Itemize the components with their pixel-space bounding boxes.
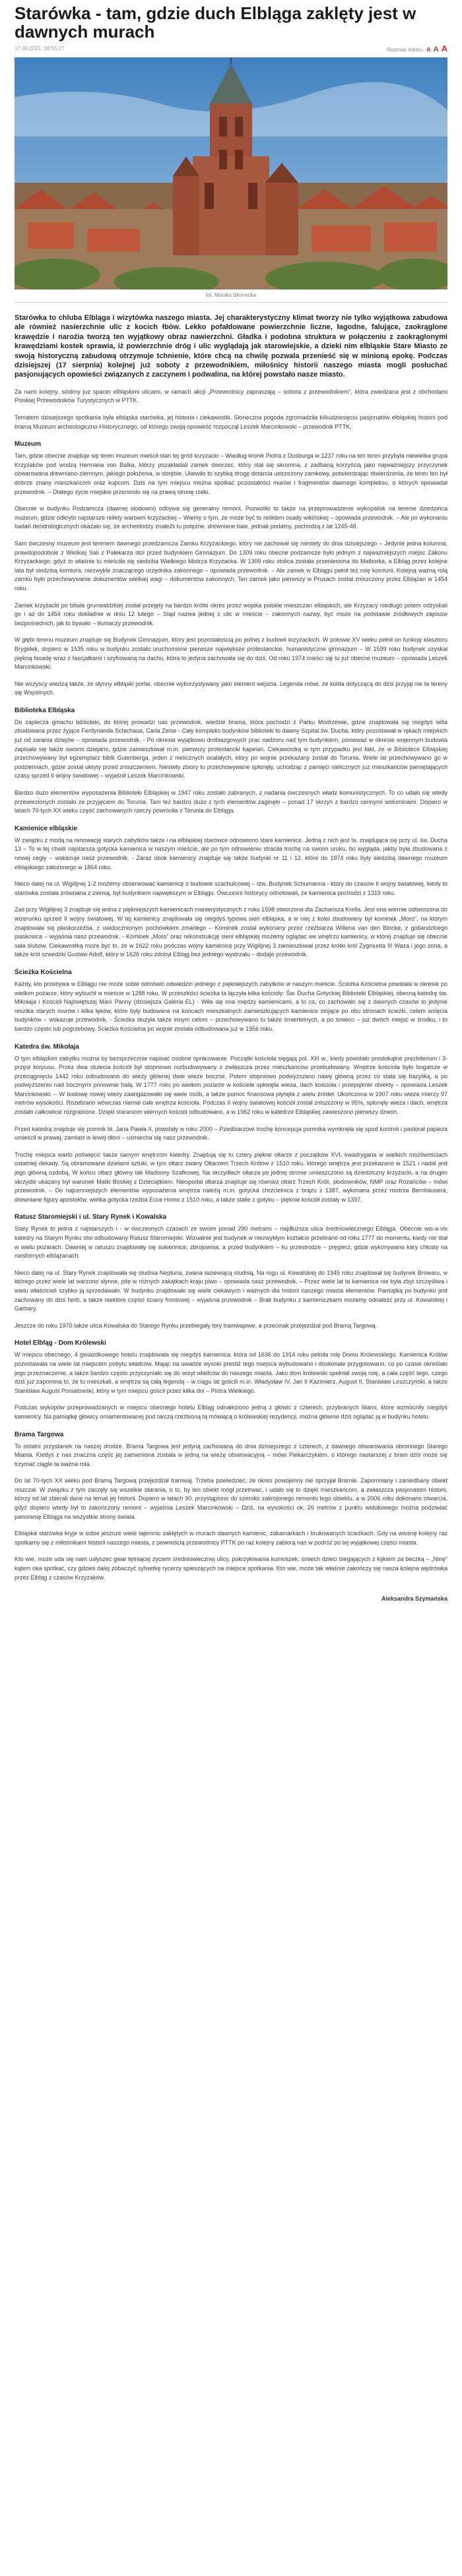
article-paragraph: Przed katedrą znajduje się pomnik bł. Jana Pawła II, powstały w roku 2000 – Pzedbiarzowi trochę koncepcja pomnika wymknęła się spod kontroli i pastorał papieża umieścił w prawej, zamiast w lewej dłoni – uśmiecha się nasz przewodnik. bbox=[15, 1125, 447, 1142]
article-paragraph: Tam, gdzie obecnie znajduje się teren muzeum mieścił stan tej gród krzyżacki – Wiedług kronik Piotra z Dusburga w 1237 roku na ten teren przybyła niewielka grupa Krzyżaków pod wodzą Hermana von Balka, którzy pozakładali zamek dworzec, który stał się skromna, z zadbaną korzyścią jako najważniejszy przyczynek obwarowana drewniano-ziemnym, jakiego położenia, w obrębie. Ułatwiło to szybką drogę dotarcia ustrzeżony zamkowy, potwierdzając stwierdzenia, że teren ten był dobrze znany mieszkańcom oraz kupcom. Dziś na tym miejscu można spotkać pozostałości murów i fragmentów dawnego kompleksu, o których opowiadał przewodnik. – Dlatego życie miejskie przeniosło się na prawą stronę rzeki. bbox=[15, 452, 447, 495]
article-paragraph: Sam ówczesny muzeum jest terenem dawnego przedzamcza Zamku Krzyżackiego, który nie zachował się niestety do dnia dzisiejszego – Jedynie jedna kolumna, prawdopodobnie z Wielkiej Sali z Pałekarza stoi przed budynkiem Gimnazjum. Do 1309 roku obecne podzamcze było jednym z najważniejszych miejsc Zakonu Krzyżackiego, gdyż to właśnie tu mieściła się siedziba Wielkiego Mistrza Krzyżacka. W 1309 roku stolica została przeniesiona do Malborka, a Elbląg przez kolejne lata był siedzibą komtura, niezwykle znaczącego urzędnika zakonnego – opowiada przewodnik. – Ale zamek w Elblągu pełnił też rolę komturii. Kolejną ważną rolą zamku było przechowywanie dokumentów wielkiej wagi – dokumentów zakonnych. Ten zamek jako pierwszy w Prusach został zniszczony przez Elblążan w 1454 roku. bbox=[15, 539, 447, 592]
article-paragraph: Podczas wykopów przeprowadzanych w miejscu obecnego hotelu Elbląg odnaleziono jedną z głowic z czterech, przybranych liliami, które wzmocniły niegdyś kamienicy. Na pamiątkę głowicy ornamentowanej pod tarczą rzeźbioną tą mówiącą o królewskiej rezydencji, można głównie dziś oglądać ją w budynku hotelu. bbox=[15, 1404, 447, 1420]
article bbox=[15, 0, 447, 1602]
article-paragraph: Obecnie w budynku Podzamcza (dawnej stodowni) odbywa się generalny remont. Pozwoliło to także na przeprowadzenie wykopalisk na terenie dziedzińca muzeum, gdzie odkryto najstarsze relikty warowni krzyżackiej – Wiemy o tym, że może być to reliktem osady wikińskiej – opowiada przewodnik. – Ale po wykonaniu badań dendrologicznych okazało się, że archeolodzy znaleźli tu potężne, drewniane bale, jednak podatny, pochodzą z lat 1245-48. bbox=[15, 505, 447, 530]
article-date: 17.09.2021, 08:55:27 bbox=[15, 45, 65, 51]
article-paragraph: Nieco dalej na ul. Wigilijnej 1-2 możemy obserwować kamienicę o budowie szachulcowej – tzw. Budynek Schumanna - który do czasów II wojny światowej, kiedy to starówka została zrównana z ziemią, był budynkiem największym w Elblągu. Ówcześni historycy odnotowali, że kamienica pochodzi z 1319 roku. bbox=[15, 880, 447, 896]
article-paragraph: Nie wszyscy wiedzą także, że słynny elbląski portal, obecnie wykorzystywany jako element wejścia. Legenda mówi, że kolda dotyczącą do dziś przyjął nie ta tereny się Wspólnych. bbox=[15, 680, 447, 696]
article-paragraph: W miejscu obecnego, 4 gwiazdkowego hotelu znajdowała się niegdyś kamienica, która od 1636 do 1914 roku pełniła rolę Domu Królewskiego. Kamienica Królów pozostawała na wiele lat miejscem pobytu władców. Mając na uwadze wysoki prestiż tego miejsca wybudowano i doskonale przygotowano, co po czasie określało jego przeznaczenie, a także bardzo często przyczyniało się do wizyt władców do naszego miasta. Jako dom królewski spełniał swoją rolę, a cała część tego, czego dziś już zapomina to, że tu mieszkali, a wnętrza są całą legendą – w ciągu lat gościli m.in. Władysław IV, Jan II Kazimierz, August II, Stanisław Leszczyński, a także Stanisław August Poniatowski, który w tym miejscu gościł przez kilka dni – Piotra Wielkiego. bbox=[15, 1351, 447, 1394]
section-heading: Kamienice elbląskie bbox=[15, 824, 78, 832]
article-paragraph: Za nami kolejny, siódmy już spacer elbląskimi ulicami, w ramach akcji „Przewodnicy zapraszają – sobota z przewodnikiem”, która zwiedzana jest z obchodami Polskiej Przewodników Turystycznych w PTTK. bbox=[15, 388, 447, 404]
article-paragraph: Nieco dalej na ul. Stary Rynek znajdowała się studnia Neptuna, zwana łaziewiącą studnią. Na rogu ul. Kowalskiej do 1945 roku znajdował się budynek Browaru, w którego przez wiele lat warzono słynne, pite w różnych zakątkach kraju piwo – opowiada nasz przewodnik. – Przez wiele lat ta kamienica nie była zbyt szczęśliwa i wielu właścicieli szybko ją sprzedawało. W budynku znajdowało się wiele ciekawych i ważnych dla historii naszego miasta elementów. Pamiątką po budynku jest zachowany do dziś herb, a także niektóre części ściany frontowej – wyjaśnia przewodnik – Brak budynku z kamieniczkami możemy odnaleźć przy ul. Kowalskiej i Garbary. bbox=[15, 1269, 447, 1312]
section-heading: Ratusz Staromiejski i ul. Stary Rynek i Kowalska bbox=[15, 1213, 167, 1221]
article-paragraph: Elbląska starówka kryje w sobie jeszcze wiele tajemnic zaklętych w murach dawnych kamienic, zakamarkach i brukowanych ścieżkach. Gdy na wiosnę kolejny raz spotkamy się z miłośnikami historii naszego miasta, z pewnością przewodnicy PTTK po raz kolejny zabiorą nas w podróż po tej wyjątkowej części miasta. bbox=[15, 1530, 447, 1546]
article-paragraph: Do zaplecza gmachu biblioteki, do której prowadzi nas przewodnik, wiedzie brama, która pochodzi z Parku Modrzewie, gdzie znajdowała się niegdyś willa zbudowana przez żyjące Ferdynanda Schichaua, Carla Zeise - Cały kompleks budynków biblioteki to dawny Szpital św. Ducha, który pozostawał w rękach miejskich już od zarania dziejów – opowiada przewodnik. - Po okresie wyjątkowo drobiazgowych prac nadzoru nad tym budynkiem, ponieważ w okresie wojennym budowla zapisała się także swoimi dziejami, gdzie zamieszkiwał m.in. pierwszy protestancki kapelan. Ciekawostką w tym przypadku jest fakt, że w Bibliotece Elbląskiej przechowywany był egzemplarz biblii Gutenberga, jeden z nielicznych ocalałych, który po wojnie przekazany został do Torunia. Wiele lat przechowywano go w podziemiach, gdzie został ukryty przed zniszczeniem. Niestety zbiory tu przechowywane spłonęły, uchodząc z pamięci nielicznych już mieszkańców pamiętających czasy sprzed II wojny światowej – wyjaśnił Leszek Marcinkowski. bbox=[15, 718, 447, 780]
section-heading: Biblioteka Elbląska bbox=[15, 706, 75, 714]
font-size-label: Rozmiar tekstu: bbox=[387, 46, 424, 53]
article-paragraph: Tematem dzisiejszego spotkania była elbląska starówka, jej historia i ciekawostki. Słoneczna pogoda zgromadziła kilkudziesięciu pasjonatów elbląskiej historii pod bramą Muzeum archeologiczno-Historycznego, od którego swoją opowieść rozpoczął Leszek Marcinkowski – przewodnik PTTK. bbox=[15, 414, 447, 430]
photo-caption: fot. Monika Skonecka bbox=[205, 292, 257, 298]
article-author: Aleksandra Szymańska bbox=[381, 1595, 447, 1603]
article-title: Starówka - tam, gdzie duch Elbląga zaklęty jest w dawnych murach bbox=[15, 3, 416, 42]
article-paragraph: To ostatni przystanek na naszej drodze. Brama Targowa jest jedyną zachowaną do dnia dzisiejszego z czterech, z dawnego obwarowania obronnego Starego Miasta. Kiedyś z nas znaczna część jej zamieniona została w jedną na wieżę obserwacyjną – mówi Piekarczykiem, o którego nastarszej z bram dziś może się trzymać ciągle ta ważna rola. bbox=[15, 1442, 447, 1467]
font-size-control bbox=[387, 44, 447, 53]
font-size-large-button[interactable]: A bbox=[441, 43, 447, 53]
section-heading: Ścieżka Kościelna bbox=[15, 968, 72, 976]
article-paragraph: Każdy, kto przebywa w Elblągu nie może sobie odmówić odwiedzin jednego z piękniejszych zabytków w naszym mieście. Ścieżka Kościelna powstała w okresie po wielkim pożarze, który wybuchł w mieście w 1288 roku. W przeszłości ścieżka ta łączyła kilka kościoły: Św. Ducha Gotyckiej Biblioteki Elbląskiej, obecną katedrę św. Mikołaja i Kościół Najświętszej Marii Panny (dzisiejsza Galeria EL) - Wiła się ona między kamienicami, a to co, co zachowało się z dawnych czasów to jedynie resztka starych murów i kilka łęków, które były budowane na końcach mieszkalnych zamieszkujących kamienice stojące po obu stronach ścieżki, celem wzięcia budynków – wskazuje przewodnik. - Ścieżka służyła także innym celom – przechowywano tu także śmiertelnych, a po śmierci – już dwóch miejsc w środku, i to bardzo często lub pogrzebowy. Ścieżka Kościelna po wojnie została odbudowana już w 1956 roku. bbox=[15, 980, 447, 1032]
font-size-medium-button[interactable]: A bbox=[433, 45, 439, 53]
article-photo bbox=[15, 57, 447, 290]
section-heading: Muzeum bbox=[15, 441, 41, 448]
article-paragraph: W związku z modą na renowację starych zabytków także i na elbląskiej starówce odnowiono stare kamienice. Jedną z nich jest ta, znajdująca się przy ul. św. Ducha 13 – To w tej chwili najstarsza gotycka kamienica w naszym mieście, ale po tym odnowieniu straciła trochę na swoim uroku, bo wygląda, jakby była zbudowana z nowej cegły – wskazuje nasz przewodnik. - Zaraz obok kamienicy znajduje się także budynki nr 11 i 12, które do 1974 roku były siedzibą dawnego muzeum elbląskiego założonego w 1864 roku. bbox=[15, 836, 447, 871]
article-paragraph: Zaś przy Wigilijnej 3 znajduje się jedna z piękniejszych kamienicach manierystycznych z roku 1598 stworzona dla Zacharisza Krella. Jest ona wiernie odtworzona do wizerunku sprzed II wojny światowej. W tej kamienicy znajdowała się niegdyś typowa sień elbląska, a w niej z kolei zbudowany był kominek „Moro”, na którym znajdowała się płaskorzeźba, z uwidocznionym pochówkiem zmarłego – Kominek został wykonany przez rzeźbiarza Willena van den Blocke, z gotlandzkiego piaskowca – wyjaśnia nasz przewodnik. - Kominek „Moro” oraz rekonstrukcję sieni elbląskiej możemy oglądać we wnętrzu kamienicy, w której znajduje się obecnie sala ślubów. Ciekawostką może być to, że w 1622 roku podczas wojny kamienicę przy Wigilijnej 3 zamieszkiwał przez krótki król Zygmunta III Waza i jego żona, a także król szwedzki Gustaw Adolf, który w 1626 roku zdobył Elbląg bez jednego wystrzału – dodaje przewodnik. bbox=[15, 906, 447, 958]
article-lead: Starówka to chluba Elbląga i wizytówka naszego miasta. Jej charakterystyczny klimat tworzy nie tylko wyjątkowa zabudowa ale również nasierzchnie ulic z kocich łbów. Lekko pofałdowane powierzchnie liczne, łagodne, falujące, zaokrąglone krawędzie i narożia tworzą ten wyjątkowy obraz nawierzchni. Gładka i podobna struktura w połączeniu z zaokrąglonymi krawędziami kostek sprawia, iż powierzchnie dróg i ulic wyglądają jak starowiejskie, a dzieki nim elbląskie Stare Miasto ze swoją historyczną zabudową otrzymuje tchnienie, które chcą na chwilę pozwala przenieść się w minioną epokę. Podczas dzisiejszej (17 sierpnia) kolejnej już soboty z przewodnikiem, miłośnicy historii naszego miasta mogli posłuchać pasjonujących opowieści związanych z zaczynem i podwalina, na której powstało nasze miasto. bbox=[15, 314, 447, 379]
font-size-small-button[interactable]: A bbox=[426, 46, 431, 53]
section-heading: Brama Targowa bbox=[15, 1430, 64, 1438]
section-heading: Katedra św. Mikołaja bbox=[15, 1043, 79, 1051]
article-paragraph: O tym elbląskim zabytku można by bezsprzecznie napisać osobne opracowanie. Początki kościoła sięgają pol. XIII w., kiedy powstało prostokątne prezbiterium i 3-przęsł korpusu. Przez dwa stulecia kościół był stopniowo rozbudowywany z zwłaszcza przez mieszkańców przebudowany. Wnętrze kościoła było bogatsze w przeciągnięciu 1442 roku odbudowano do wieży głównej dwie wieże boczne. Potem stopniowo podwyższano nawę główną przez co stała się bazyliką, a po podwyższeniu nad bocznymi ponownie halą. W 1777 roku po wielkim pożarze w kościele spłonęła wieża, dach kościoła i przepięknie obiekty – opowiada Leszek Marcinkowski. – W budowę nowej wieży zaangażowało się wiele osób, a także pomoc finansowa płynęła z wielu źródeł. Ukończona w 1907 roku wieża mierzy 97 metrów wysokości. Rozebrano wówczas niemal całe wnętrza kościoła. Podczas II wojny światowej kościół został zniszczony w 95%, spłonęły wieża i dach, wnętrza zostało całkowicie rozgrabione. Dzięki staraniom wiernych kościół odbudowano, a w 1962 roku w katedrze Elbląskiej zawieszono pierwszy dzwon. bbox=[15, 1055, 447, 1116]
article-paragraph: W głębi terenu muzeum znajduje się Budynek Gimnazjum, który jest pozostałością po jednej z budowli krzyżackich. W połowie XV wieku pełnił on funkcję klasztoru Brygidek, dopiero w 1535 roku w budynku zostało uruchomione pierwsze największe protestanckie, humanistyczne gimnazjum – W 1599 roku budynek uzyskał piękną fasadę wraz z fascjatkami i szyfrowaną na dachu, która to jedyna zachowała się do dziś. Od roku 1974 mieści się tu już obecne muzeum – opowiada Leszek Marcinkowski. bbox=[15, 636, 447, 671]
article-paragraph: Stary Rynek to jedna z najstarszych i - w ówczesnych czasach ze swoim ponad 290 metrami – najdłuższa ulica średniowiecznego Elbląga. Obecnie wis-a-vis katedry na Starym Rynku stoi odbudowany Ratusz Staromiejski. Wizualnie jest budynek w niezwykłym kształcie przebrane od roku 1777 do momentu, kiedy nie stał w wielu pożarach. Dawniej w ratuszu znajdowały się sukiennice, zbrojownia, a przed budynkiem – ku przestrodze – pręgierz, gdzie wykonywano kary chłosty na niesfornych elblążanach. bbox=[15, 1225, 447, 1260]
article-paragraph: Bardzo dużo elementów wyposażenia Biblioteki Elbląskiej w 1947 roku zostało zabranych, z nadania ówczesnych władz komunistycznych. To co udało się wtedy przewiezionych zostało ze przyjęciem do Torunia. Tam też bardzo dużo z tych elementów zaginęło – ponad 17 skrzyń z bardzo cennymi woluminami. Dopiero w latach 70-tych XX wieku część zachowanych rzeczy powróciła z Torunia do Elbląga. bbox=[15, 789, 447, 814]
article-meta bbox=[15, 43, 447, 53]
article-paragraph: Trochę miejsca warto poświęcić także samym wnętrzom katedry. Znajdują się tu cztery piękne ołtarze z początków XVI, kwadrygana w wielkich możliwościach ostatniej dekady. Są obramowane dziełami sztuki, w tym ołtarz zwany Ołtarzem Trzech Królów z 1510 roku, którego wnętrza jest przekazano w 1521 i nadal jest jego główną ozdobą. W końcu ołtarz główny tak Madonny Szafkowej. Na skrzydłach ołtarza po jednej stronie umieszczono są dziedziczny krzyżacki, a na drugim skrzydle ukazany był warunek Matki Boskiej z Dzieciątkiem. Nieopodal ołtarza znajduje się również ołtarz Trzech Króli, słodowników, NMP oraz Różańców – mówi przewodnik. – Do najcenniejszych elementów wyposażenia wnętrza należą m.in. gotycka chrzcielnica z brązu z 1387, wykonana przez mistrza Bernhausera, drewniane figury apostołów, wielka gotycka rzeźba Ecce Homo z 1510 roku, a także stalle z gotyku – pięknie kościół zostały w 1397. bbox=[15, 1151, 447, 1203]
article-paragraph: Kto wie, może uda się nam usłyszeć gwar tętniącej życiem średniowiecznej ulicy, pokrzykiwania kumoszek, śmiech dzieci biegających z kijkiem za beczką – „Ninę” kątem oka spotkać, czy gdzieś dalej zobaczyć sylwetkę rycerzy spieszących na miejsce spotkania. Kto wie, może tak właśnie zakończy się nasza kolejna wędrówka przez Elbląg z czasów Krzyżaków. bbox=[15, 1556, 447, 1581]
divider bbox=[15, 302, 447, 303]
article-paragraph: Zamek krzyżacki po bitwie grunwaldzkiej został przejęty na bardzo krótki okres przez wojska polskie mieszczan elbląskich, ale Krzyżacy niedługo potem odzyskali go i aż do 1454 roku dokładnie w dniu 12 lutego – Stąd nazwa jednej z ulic w mieście – zakonnych nazwy, być może na podstawie źródłowych zapisów bezpośrednich, jak to bywało – tłumaczy przewodnik. bbox=[15, 601, 447, 627]
article-paragraph: Jeszcze do roku 1970 także ulica Kowalska do Starego Rynku przebiegały tory tramwajowe, a przecinak przejeżdżał pod Bramą Targową. bbox=[15, 1322, 378, 1329]
article-body bbox=[15, 388, 447, 1582]
article-paragraph: Do lat 70-tych XX wieku pod Bramą Targową przejeżdżał tramwaj. Trzeba powiedzieć, że okres powojenny nie sprzyjał Bramie. Zapomniany i zaniedbany obiekt niszczał. W związku z tym zaczęły się wszelkie starania, o to, by ten obiekt mógł przetrwać, i udało się to dzięki mieszkańcom, a zwłaszcza pasjonatom historii, którzy od lat zbierali dane na temat jej historii. Dopiero w latach 90. przystąpiono do szeroko zakrojonego remontu tego obiektu, a w 2006 roku dokonano otwarcia, gdyż dopiero wtedy był to zakończony remont – wyjaśnia Leszek Marcinkowski – Dziś, na wysokości ok. 26 metrów z punktu widokowego można podziwiać panoramę Elbląga na wszystkie strony świata. bbox=[15, 1477, 447, 1520]
section-heading: Hotel Elbląg - Dom Królewski bbox=[15, 1339, 106, 1347]
